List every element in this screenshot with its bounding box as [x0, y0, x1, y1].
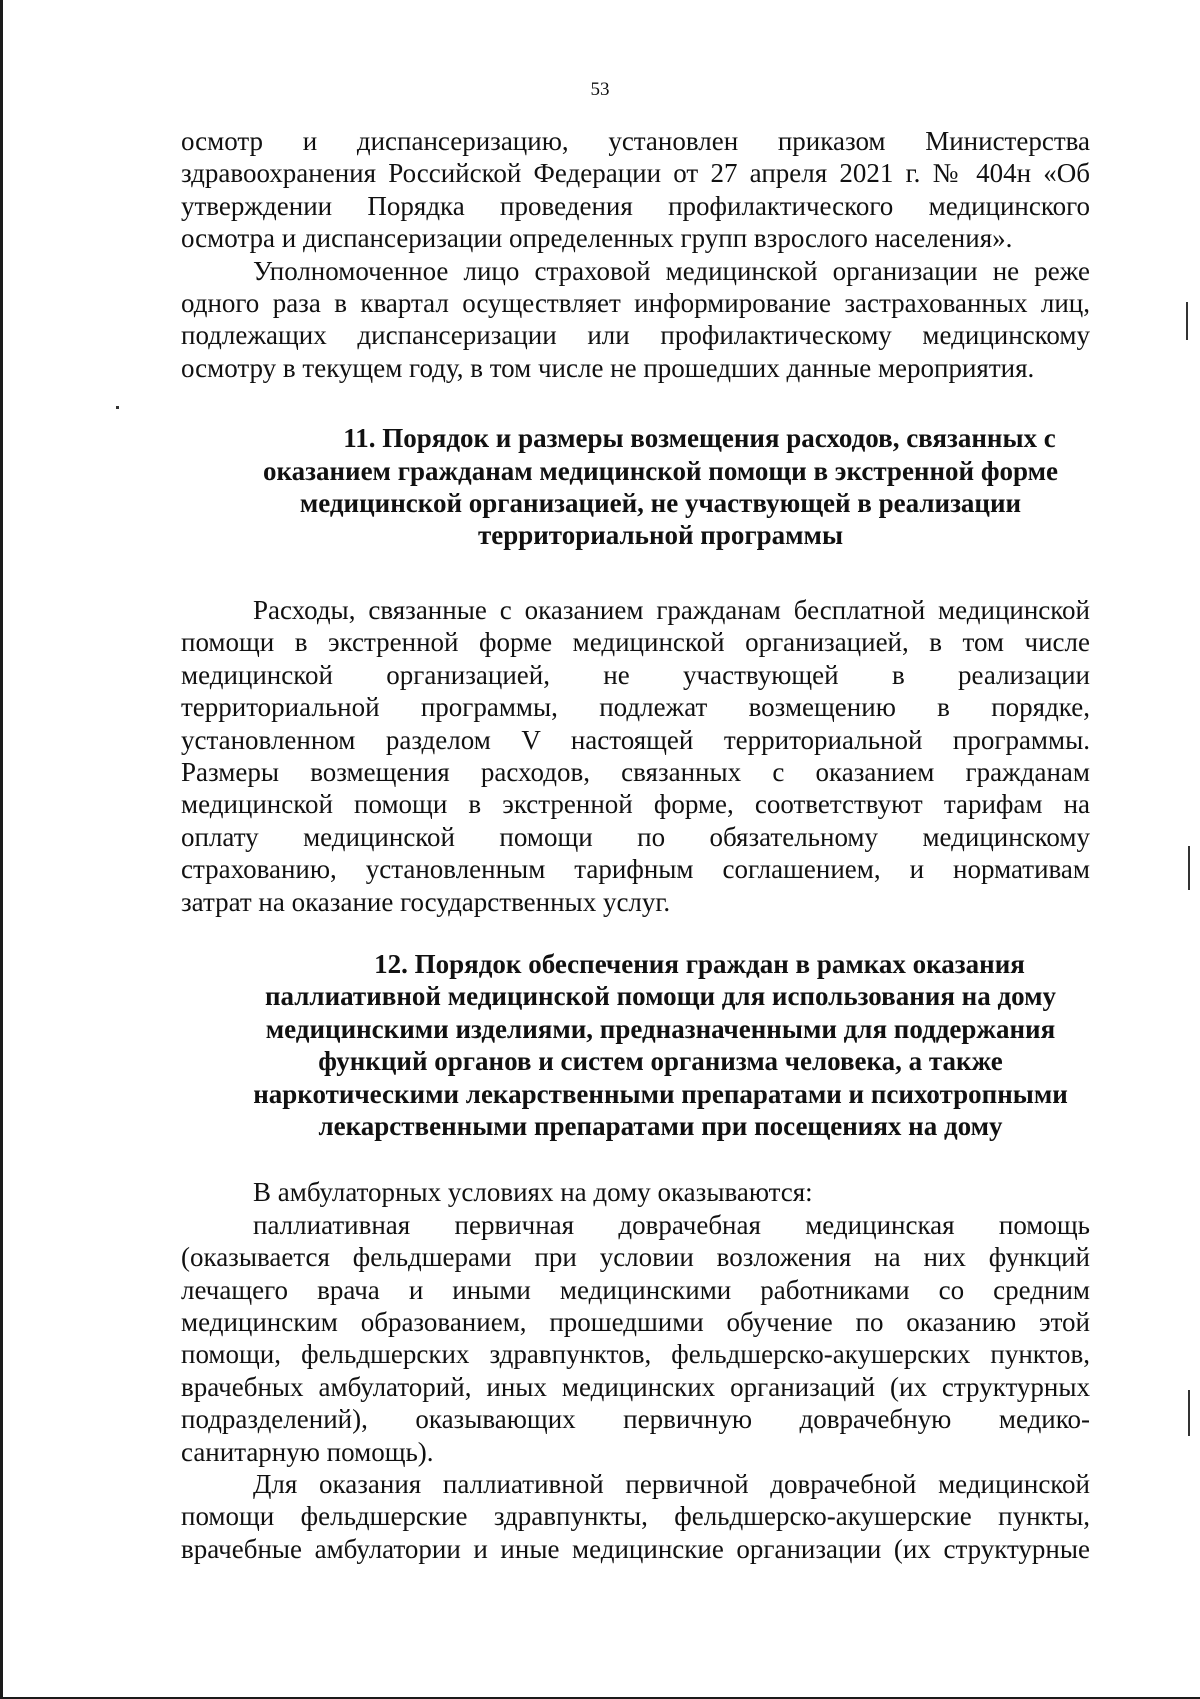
text-line: одного раза в квартал осуществляет информирование застрахованных лиц, — [181, 288, 1090, 319]
page-number: 53 — [590, 79, 610, 100]
heading-line: медицинской организацией, не участвующей в реализации — [299, 488, 1022, 519]
scan-margin-mark — [1188, 1390, 1190, 1436]
text-line: здравоохранения Российской Федерации от 27 апреля 2021 г. № 404н «Об — [181, 158, 1090, 189]
text-line: Уполномоченное лицо страховой медицинской организации не реже — [253, 255, 1090, 286]
section-11-paragraph — [181, 594, 1090, 918]
text-line: помощи, фельдшерских здравпунктов, фельдшерско-акушерских пунктов, — [181, 1339, 1090, 1370]
section-12-heading — [181, 948, 1090, 1142]
paragraph-continuation — [181, 125, 1090, 255]
heading-line: оказанием гражданам медицинской помощи в экстренной форме — [262, 455, 1059, 486]
text-line: Для оказания паллиативной первичной доврачебной медицинской — [253, 1469, 1090, 1500]
text-line: помощи фельдшерские здравпункты, фельдшерско-акушерские пункты, — [181, 1501, 1090, 1532]
heading-line: территориальной программы — [477, 520, 844, 551]
heading-line: 11. Порядок и размеры возмещения расходов, связанных с — [343, 423, 1056, 454]
text-line: подразделений), оказывающих первичную доврачебную медико- — [181, 1404, 1090, 1435]
heading-line: лекарственными препаратами при посещениях на дому — [318, 1110, 1003, 1141]
section-11-heading — [181, 422, 1090, 552]
text-line: медицинской организацией, не участвующей в реализации — [181, 659, 1090, 690]
heading-line: наркотическими лекарственными препаратами и психотропными — [253, 1078, 1068, 1109]
section-12-organizations-paragraph — [181, 1468, 1090, 1565]
text-line: паллиативная первичная доврачебная медицинская помощь — [253, 1209, 1090, 1240]
text-line: Расходы, связанные с оказанием гражданам бесплатной медицинской — [253, 594, 1090, 625]
text-line: оплату медицинской помощи по обязательному медицинскому — [181, 821, 1090, 852]
scan-margin-mark — [1186, 302, 1188, 340]
text-line: помощи в экстренной форме медицинской организацией, в том числе — [181, 627, 1090, 658]
text-line: затрат на оказание государственных услуг. — [181, 886, 671, 917]
text-line: территориальной программы, подлежат возмещению в порядке, — [181, 692, 1090, 723]
paragraph-insurance-informing — [181, 255, 1090, 385]
text-line: осмотру в текущем году, в том числе не прошедших данные мероприятия. — [181, 352, 1035, 383]
text-line: страхованию, установленным тарифным соглашением, и нормативам — [181, 854, 1090, 885]
document-body — [181, 125, 1090, 1565]
text-line: В амбулаторных условиях на дому оказываются: — [253, 1177, 813, 1208]
heading-line: паллиативной медицинской помощи для использования на дому — [264, 981, 1057, 1012]
text-line: установленном разделом V настоящей территориальной программы. — [181, 724, 1090, 755]
scan-left-edge — [0, 0, 3, 1699]
heading-line: функций органов и систем организма человека, а также — [318, 1046, 1003, 1077]
text-line: подлежащих диспансеризации или профилактическому медицинскому — [181, 320, 1090, 351]
text-line: утверждении Порядка проведения профилактического медицинского — [181, 190, 1090, 221]
text-line: санитарную помощь). — [181, 1436, 434, 1467]
text-line: медицинским образованием, прошедшими обучение по оказанию этой — [181, 1307, 1090, 1337]
scan-margin-mark — [1188, 846, 1190, 890]
section-12-intro — [181, 1176, 1090, 1208]
text-line: (оказывается фельдшерами при условии возложения на них функций — [181, 1242, 1090, 1273]
section-12-item-paragraph — [181, 1209, 1090, 1468]
text-line: медицинской помощи в экстренной форме, соответствуют тарифам на — [181, 789, 1090, 820]
scan-margin-mark — [116, 406, 119, 409]
heading-line: 12. Порядок обеспечения граждан в рамках оказания — [374, 948, 1025, 979]
text-line: осмотра и диспансеризации определенных групп взрослого населения». — [181, 223, 1013, 254]
text-line: осмотр и диспансеризацию, установлен приказом Министерства — [181, 126, 1090, 156]
text-line: лечащего врача и иными медицинскими работниками со средним — [181, 1274, 1090, 1305]
text-line: врачебных амбулаторий, иных медицинских организаций (их структурных — [181, 1371, 1090, 1402]
heading-line: медицинскими изделиями, предназначенными для поддержания — [265, 1013, 1056, 1044]
text-line: врачебные амбулатории и иные медицинские организации (их структурные — [181, 1533, 1090, 1564]
text-line: Размеры возмещения расходов, связанных с оказанием гражданам — [181, 756, 1090, 787]
